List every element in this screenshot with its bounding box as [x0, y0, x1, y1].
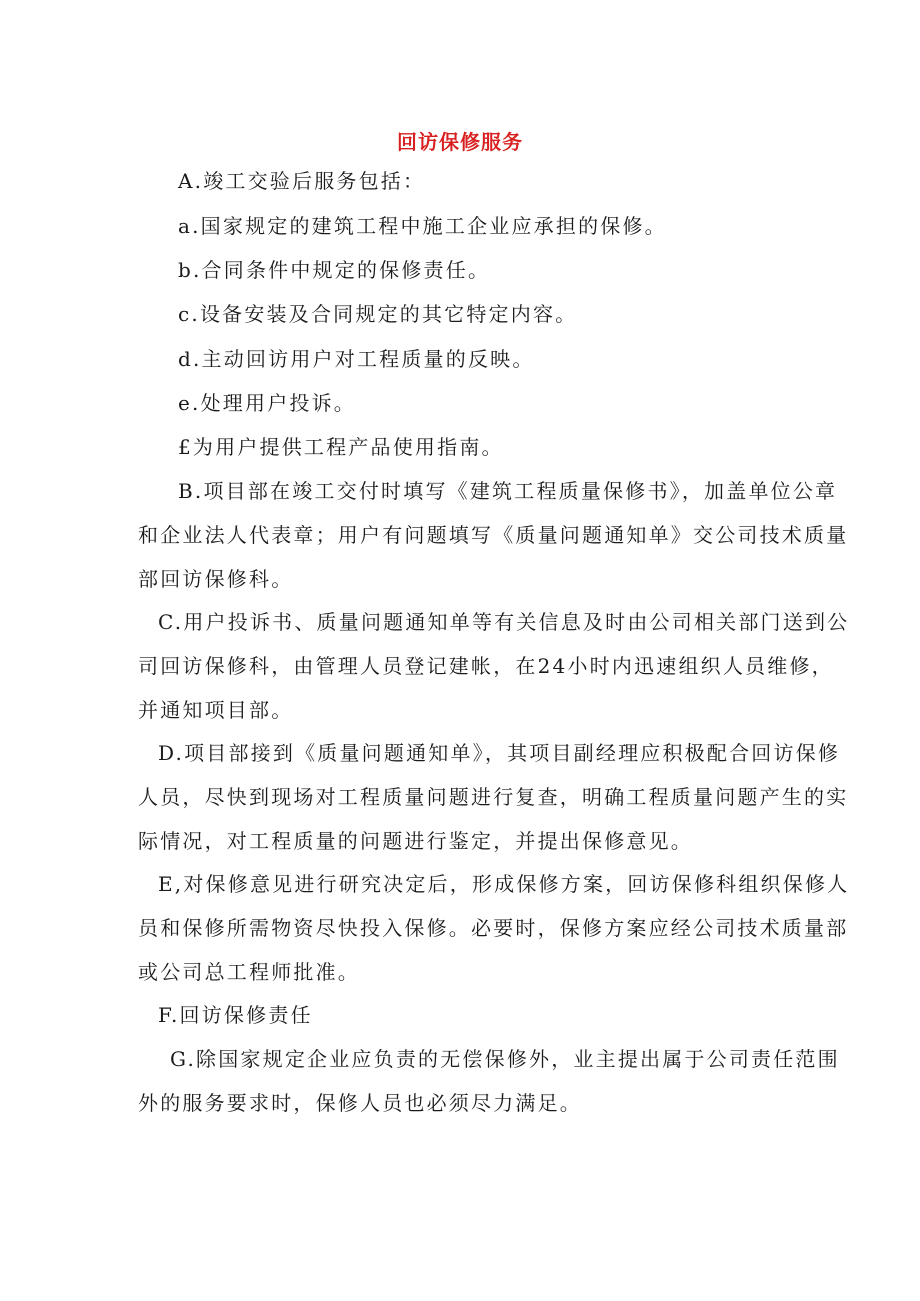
item-f: £为用户提供工程产品使用指南。	[178, 435, 504, 459]
paragraph-line: 或公司总工程师批准。	[138, 960, 360, 984]
paragraph-line: 和企业法人代表章；用户有问题填写《质量问题通知单》交公司技术质量	[138, 523, 849, 547]
paragraph-line: E,对保修意见进行研究决定后，形成保修方案，回访保修科组织保修人	[158, 872, 850, 896]
paragraph-line: G.除国家规定企业应负责的无偿保修外，业主提出属于公司责任范围	[170, 1047, 840, 1071]
item-A: A.竣工交验后服务包括：	[178, 169, 426, 193]
paragraph-line: C.用户投诉书、质量问题通知单等有关信息及时由公司相关部门送到公	[158, 610, 850, 634]
item-d: d.主动回访用户对工程质量的反映。	[178, 347, 535, 371]
paragraph-line: 员和保修所需物资尽快投入保修。必要时，保修方案应经公司技术质量部	[138, 916, 849, 940]
item-b: b.合同条件中规定的保修责任。	[178, 258, 491, 282]
item-a: a.国家规定的建筑工程中施工企业应承担的保修。	[178, 214, 667, 238]
paragraph-line: F.回访保修责任	[158, 1003, 313, 1027]
paragraph-line: 司回访保修科，由管理人员登记建帐，在24小时内迅速组织人员维修，	[138, 654, 834, 678]
paragraph-line: 人员，尽快到现场对工程质量问题进行复查，明确工程质量问题产生的实	[138, 785, 849, 809]
paragraph-line: B.项目部在竣工交付时填写《建筑工程质量保修书》，加盖单位公章	[178, 479, 838, 503]
document-title: 回访保修服务	[397, 130, 523, 154]
item-e: e.处理用户投诉。	[178, 391, 356, 415]
paragraph-line: 部回访保修科。	[138, 567, 294, 591]
paragraph-line: 并通知项目部。	[138, 698, 294, 722]
item-c: c.设备安装及合同规定的其它特定内容。	[178, 302, 578, 326]
paragraph-line: 外的服务要求时，保修人员也必须尽力满足。	[138, 1091, 582, 1115]
paragraph-line: D.项目部接到《质量问题通知单》，其项目副经理应积极配合回访保修	[158, 741, 841, 765]
paragraph-line: 际情况，对工程质量的问题进行鉴定，并提出保修意见。	[138, 829, 693, 853]
